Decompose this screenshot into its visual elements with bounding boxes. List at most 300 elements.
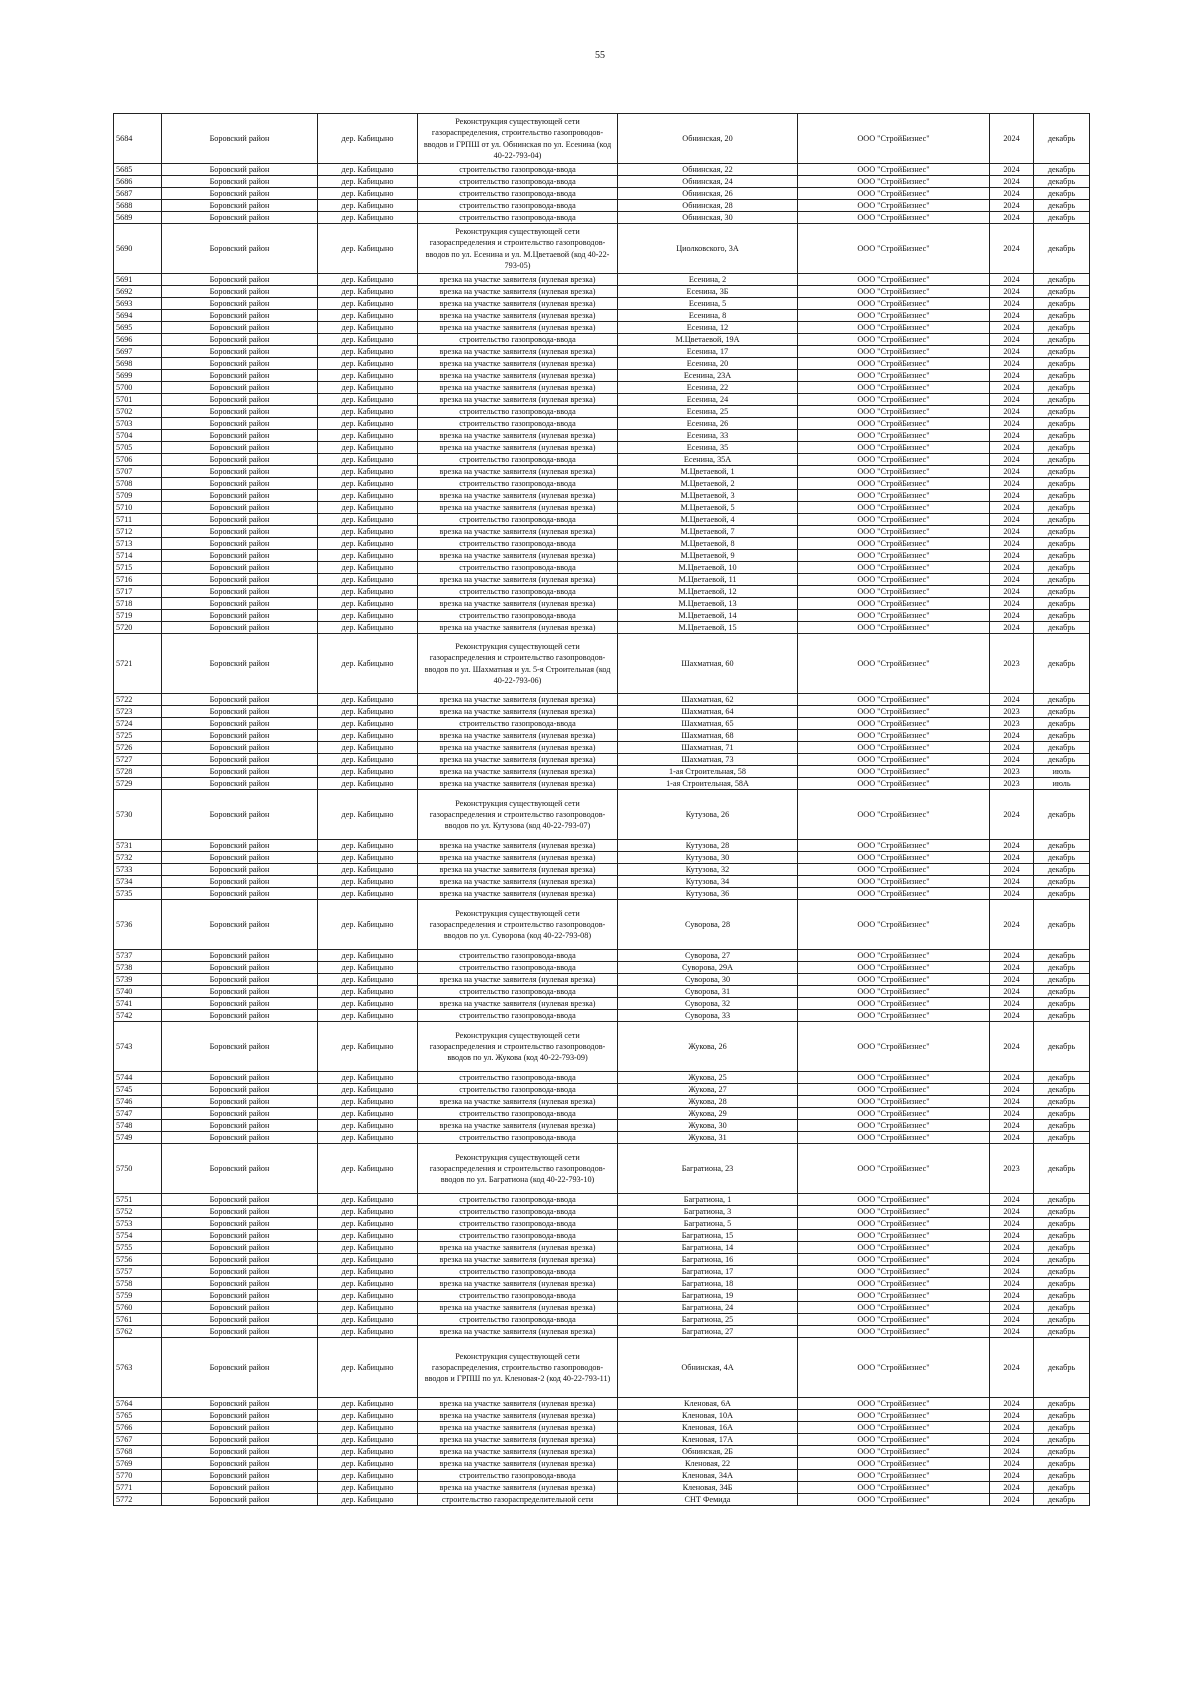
village-cell: дер. Кабицыно [318,562,418,574]
address-cell: Кутузова, 32 [618,864,798,876]
month-cell: декабрь [1034,490,1090,502]
contractor-cell: ООО "СтройБизнес" [798,1218,990,1230]
district-cell: Боровский район [162,950,318,962]
work-description-cell: врезка на участке заявителя (нулевая врезка) [418,502,618,514]
month-cell: декабрь [1034,1132,1090,1144]
village-cell: дер. Кабицыно [318,1072,418,1084]
work-description-cell: врезка на участке заявителя (нулевая врезка) [418,1410,618,1422]
village-cell: дер. Кабицыно [318,1398,418,1410]
village-cell: дер. Кабицыно [318,188,418,200]
contractor-cell: ООО "СтройБизнес" [798,224,990,274]
row-number: 5684 [114,114,162,164]
contractor-cell: ООО "СтройБизнес" [798,1446,990,1458]
row-number: 5694 [114,310,162,322]
contractor-cell: ООО "СтройБизнес" [798,766,990,778]
address-cell: Суворова, 30 [618,974,798,986]
year-cell: 2024 [990,370,1034,382]
table-row [114,212,1090,224]
row-number: 5761 [114,1314,162,1326]
month-cell: декабрь [1034,998,1090,1010]
work-description-cell: врезка на участке заявителя (нулевая врезка) [418,754,618,766]
contractor-cell: ООО "СтройБизнес" [798,1132,990,1144]
year-cell: 2024 [990,310,1034,322]
year-cell: 2024 [990,490,1034,502]
village-cell: дер. Кабицыно [318,1302,418,1314]
year-cell: 2024 [990,382,1034,394]
contractor-cell: ООО "СтройБизнес" [798,1096,990,1108]
district-cell: Боровский район [162,1266,318,1278]
row-number: 5691 [114,274,162,286]
district-cell: Боровский район [162,622,318,634]
address-cell: Шахматная, 71 [618,742,798,754]
address-cell: М.Цветаевой, 14 [618,610,798,622]
district-cell: Боровский район [162,114,318,164]
address-cell: Шахматная, 68 [618,730,798,742]
district-cell: Боровский район [162,1084,318,1096]
contractor-cell: ООО "СтройБизнес" [798,1084,990,1096]
row-number: 5710 [114,502,162,514]
district-cell: Боровский район [162,1482,318,1494]
address-cell: Багратиона, 15 [618,1230,798,1242]
contractor-cell: ООО "СтройБизнес" [798,406,990,418]
work-description-cell: строительство газопровода-ввода [418,1218,618,1230]
year-cell: 2024 [990,1242,1034,1254]
month-cell: декабрь [1034,1314,1090,1326]
village-cell: дер. Кабицыно [318,1242,418,1254]
work-description-cell: строительство газопровода-ввода [418,1230,618,1242]
address-cell: Есенина, 35 [618,442,798,454]
work-description-cell: врезка на участке заявителя (нулевая врезка) [418,1446,618,1458]
year-cell: 2024 [990,1010,1034,1022]
address-cell: Есенина, 2 [618,274,798,286]
village-cell: дер. Кабицыно [318,322,418,334]
table-row [114,1326,1090,1338]
address-cell: Кленовая, 10А [618,1410,798,1422]
district-cell: Боровский район [162,1326,318,1338]
district-cell: Боровский район [162,778,318,790]
village-cell: дер. Кабицыно [318,1290,418,1302]
address-cell: Кутузова, 30 [618,852,798,864]
contractor-cell: ООО "СтройБизнес" [798,754,990,766]
district-cell: Боровский район [162,1132,318,1144]
table-row [114,466,1090,478]
contractor-cell: ООО "СтройБизнес" [798,1194,990,1206]
table-row [114,1132,1090,1144]
table-row [114,974,1090,986]
address-cell: Багратиона, 25 [618,1314,798,1326]
month-cell: декабрь [1034,864,1090,876]
table-row [114,550,1090,562]
row-number: 5712 [114,526,162,538]
address-cell: Багратиона, 3 [618,1206,798,1218]
work-description-cell: врезка на участке заявителя (нулевая врезка) [418,1302,618,1314]
district-cell: Боровский район [162,538,318,550]
village-cell: дер. Кабицыно [318,974,418,986]
row-number: 5687 [114,188,162,200]
month-cell: декабрь [1034,1458,1090,1470]
table-row [114,1338,1090,1398]
month-cell: декабрь [1034,286,1090,298]
district-cell: Боровский район [162,1278,318,1290]
district-cell: Боровский район [162,1314,318,1326]
table-row [114,1266,1090,1278]
address-cell: Есенина, 22 [618,382,798,394]
table-row [114,358,1090,370]
month-cell: декабрь [1034,840,1090,852]
contractor-cell: ООО "СтройБизнес" [798,1410,990,1422]
contractor-cell: ООО "СтройБизнес" [798,286,990,298]
district-cell: Боровский район [162,730,318,742]
row-number: 5770 [114,1470,162,1482]
month-cell: декабрь [1034,610,1090,622]
work-description-cell: врезка на участке заявителя (нулевая врезка) [418,394,618,406]
row-number: 5739 [114,974,162,986]
address-cell: Шахматная, 64 [618,706,798,718]
table-row [114,322,1090,334]
work-description-cell: врезка на участке заявителя (нулевая врезка) [418,694,618,706]
year-cell: 2024 [990,1278,1034,1290]
table-row [114,950,1090,962]
district-cell: Боровский район [162,864,318,876]
year-cell: 2024 [990,1398,1034,1410]
row-number: 5738 [114,962,162,974]
year-cell: 2024 [990,1218,1034,1230]
year-cell: 2023 [990,706,1034,718]
row-number: 5760 [114,1302,162,1314]
work-description-cell: строительство газопровода-ввода [418,1470,618,1482]
row-number: 5758 [114,1278,162,1290]
row-number: 5747 [114,1108,162,1120]
district-cell: Боровский район [162,1422,318,1434]
address-cell: Жукова, 25 [618,1072,798,1084]
village-cell: дер. Кабицыно [318,742,418,754]
table-row [114,1096,1090,1108]
contractor-cell: ООО "СтройБизнес" [798,1266,990,1278]
row-number: 5718 [114,598,162,610]
address-cell: Кутузова, 34 [618,876,798,888]
village-cell: дер. Кабицыно [318,454,418,466]
contractor-cell: ООО "СтройБизнес" [798,962,990,974]
contractor-cell: ООО "СтройБизнес" [798,502,990,514]
year-cell: 2024 [990,502,1034,514]
address-cell: Багратиона, 16 [618,1254,798,1266]
address-cell: Кутузова, 28 [618,840,798,852]
month-cell: декабрь [1034,562,1090,574]
month-cell: декабрь [1034,1290,1090,1302]
table-row [114,382,1090,394]
year-cell: 2024 [990,1434,1034,1446]
registry-table [113,113,1090,1506]
row-number: 5764 [114,1398,162,1410]
village-cell: дер. Кабицыно [318,346,418,358]
table-row [114,778,1090,790]
contractor-cell: ООО "СтройБизнес" [798,1278,990,1290]
address-cell: М.Цветаевой, 7 [618,526,798,538]
address-cell: Багратиона, 24 [618,1302,798,1314]
village-cell: дер. Кабицыно [318,706,418,718]
row-number: 5743 [114,1022,162,1072]
work-description-cell: врезка на участке заявителя (нулевая врезка) [418,442,618,454]
year-cell: 2024 [990,876,1034,888]
table-row [114,164,1090,176]
village-cell: дер. Кабицыно [318,502,418,514]
row-number: 5716 [114,574,162,586]
district-cell: Боровский район [162,634,318,694]
year-cell: 2024 [990,1084,1034,1096]
row-number: 5765 [114,1410,162,1422]
month-cell: декабрь [1034,1120,1090,1132]
contractor-cell: ООО "СтройБизнес" [798,1482,990,1494]
year-cell: 2023 [990,766,1034,778]
village-cell: дер. Кабицыно [318,1194,418,1206]
address-cell: Жукова, 29 [618,1108,798,1120]
address-cell: М.Цветаевой, 3 [618,490,798,502]
contractor-cell: ООО "СтройБизнес" [798,718,990,730]
district-cell: Боровский район [162,852,318,864]
district-cell: Боровский район [162,526,318,538]
contractor-cell: ООО "СтройБизнес" [798,876,990,888]
month-cell: декабрь [1034,1010,1090,1022]
month-cell: декабрь [1034,706,1090,718]
village-cell: дер. Кабицыно [318,274,418,286]
month-cell: декабрь [1034,694,1090,706]
village-cell: дер. Кабицыно [318,986,418,998]
row-number: 5730 [114,790,162,840]
table-row [114,1446,1090,1458]
year-cell: 2024 [990,346,1034,358]
contractor-cell: ООО "СтройБизнес" [798,1494,990,1506]
contractor-cell: ООО "СтройБизнес" [798,1230,990,1242]
table-row [114,852,1090,864]
village-cell: дер. Кабицыно [318,1132,418,1144]
month-cell: декабрь [1034,538,1090,550]
work-description-cell: врезка на участке заявителя (нулевая врезка) [418,274,618,286]
row-number: 5725 [114,730,162,742]
district-cell: Боровский район [162,718,318,730]
address-cell: Есенина, 3Б [618,286,798,298]
row-number: 5695 [114,322,162,334]
year-cell: 2024 [990,998,1034,1010]
table-row [114,1398,1090,1410]
village-cell: дер. Кабицыно [318,574,418,586]
table-row [114,766,1090,778]
village-cell: дер. Кабицыно [318,164,418,176]
table-row [114,1410,1090,1422]
month-cell: декабрь [1034,418,1090,430]
year-cell: 2024 [990,790,1034,840]
work-description-cell: строительство газопровода-ввода [418,212,618,224]
month-cell: декабрь [1034,1230,1090,1242]
village-cell: дер. Кабицыно [318,298,418,310]
contractor-cell: ООО "СтройБизнес" [798,514,990,526]
work-description-cell: врезка на участке заявителя (нулевая врезка) [418,1458,618,1470]
district-cell: Боровский район [162,490,318,502]
district-cell: Боровский район [162,430,318,442]
year-cell: 2024 [990,394,1034,406]
district-cell: Боровский район [162,358,318,370]
table-row [114,1482,1090,1494]
year-cell: 2024 [990,598,1034,610]
work-description-cell: строительство газопровода-ввода [418,334,618,346]
row-number: 5688 [114,200,162,212]
work-description-cell: врезка на участке заявителя (нулевая врезка) [418,1398,618,1410]
district-cell: Боровский район [162,562,318,574]
month-cell: декабрь [1034,430,1090,442]
table-row [114,864,1090,876]
contractor-cell: ООО "СтройБизнес" [798,418,990,430]
village-cell: дер. Кабицыно [318,538,418,550]
village-cell: дер. Кабицыно [318,394,418,406]
district-cell: Боровский район [162,212,318,224]
work-description-cell: врезка на участке заявителя (нулевая врезка) [418,1254,618,1266]
table-row [114,370,1090,382]
work-description-cell: врезка на участке заявителя (нулевая врезка) [418,974,618,986]
work-description-cell: врезка на участке заявителя (нулевая врезка) [418,1096,618,1108]
contractor-cell: ООО "СтройБизнес" [798,1398,990,1410]
village-cell: дер. Кабицыно [318,1482,418,1494]
district-cell: Боровский район [162,1010,318,1022]
year-cell: 2024 [990,742,1034,754]
month-cell: декабрь [1034,1446,1090,1458]
year-cell: 2024 [990,1482,1034,1494]
table-row [114,1242,1090,1254]
contractor-cell: ООО "СтройБизнес" [798,574,990,586]
address-cell: Есенина, 35А [618,454,798,466]
district-cell: Боровский район [162,986,318,998]
table-row [114,430,1090,442]
table-row [114,706,1090,718]
contractor-cell: ООО "СтройБизнес" [798,1326,990,1338]
district-cell: Боровский район [162,754,318,766]
contractor-cell: ООО "СтройБизнес" [798,1290,990,1302]
row-number: 5714 [114,550,162,562]
village-cell: дер. Кабицыно [318,586,418,598]
table-row [114,1290,1090,1302]
year-cell: 2024 [990,286,1034,298]
contractor-cell: ООО "СтройБизнес" [798,550,990,562]
contractor-cell: ООО "СтройБизнес" [798,1314,990,1326]
table-row [114,694,1090,706]
month-cell: июль [1034,778,1090,790]
row-number: 5746 [114,1096,162,1108]
month-cell: декабрь [1034,1072,1090,1084]
address-cell: М.Цветаевой, 15 [618,622,798,634]
work-description-cell: строительство газопровода-ввода [418,1194,618,1206]
table-row [114,526,1090,538]
work-description-cell: строительство газопровода-ввода [418,562,618,574]
work-description-cell: строительство газораспределительной сети [418,1494,618,1506]
month-cell: декабрь [1034,346,1090,358]
district-cell: Боровский район [162,310,318,322]
address-cell: СНТ Фемида [618,1494,798,1506]
table-row [114,394,1090,406]
row-number: 5735 [114,888,162,900]
month-cell: декабрь [1034,370,1090,382]
district-cell: Боровский район [162,876,318,888]
contractor-cell: ООО "СтройБизнес" [798,1338,990,1398]
district-cell: Боровский район [162,1458,318,1470]
year-cell: 2024 [990,358,1034,370]
row-number: 5750 [114,1144,162,1194]
district-cell: Боровский район [162,164,318,176]
contractor-cell: ООО "СтройБизнес" [798,998,990,1010]
row-number: 5709 [114,490,162,502]
month-cell: декабрь [1034,1254,1090,1266]
table-row [114,114,1090,164]
table-row [114,1470,1090,1482]
address-cell: Есенина, 23А [618,370,798,382]
contractor-cell: ООО "СтройБизнес" [798,864,990,876]
district-cell: Боровский район [162,1218,318,1230]
address-cell: Обнинская, 2Б [618,1446,798,1458]
year-cell: 2024 [990,224,1034,274]
district-cell: Боровский район [162,1302,318,1314]
table-row [114,574,1090,586]
month-cell: декабрь [1034,514,1090,526]
table-row [114,514,1090,526]
table-row [114,310,1090,322]
contractor-cell: ООО "СтройБизнес" [798,188,990,200]
contractor-cell: ООО "СтройБизнес" [798,322,990,334]
registry-body [114,114,1090,1506]
row-number: 5753 [114,1218,162,1230]
year-cell: 2024 [990,888,1034,900]
work-description-cell: строительство газопровода-ввода [418,478,618,490]
district-cell: Боровский район [162,900,318,950]
address-cell: Кленовая, 34А [618,1470,798,1482]
table-row [114,598,1090,610]
month-cell: декабрь [1034,200,1090,212]
table-row [114,718,1090,730]
row-number: 5766 [114,1422,162,1434]
contractor-cell: ООО "СтройБизнес" [798,538,990,550]
work-description-cell: врезка на участке заявителя (нулевая врезка) [418,526,618,538]
year-cell: 2024 [990,1108,1034,1120]
table-row [114,224,1090,274]
year-cell: 2024 [990,526,1034,538]
district-cell: Боровский район [162,370,318,382]
month-cell: декабрь [1034,164,1090,176]
row-number: 5731 [114,840,162,852]
year-cell: 2023 [990,634,1034,694]
district-cell: Боровский район [162,1254,318,1266]
work-description-cell: строительство газопровода-ввода [418,1290,618,1302]
month-cell: декабрь [1034,502,1090,514]
month-cell: декабрь [1034,1398,1090,1410]
row-number: 5686 [114,176,162,188]
address-cell: М.Цветаевой, 4 [618,514,798,526]
contractor-cell: ООО "СтройБизнес" [798,622,990,634]
contractor-cell: ООО "СтройБизнес" [798,1022,990,1072]
contractor-cell: ООО "СтройБизнес" [798,176,990,188]
month-cell: декабрь [1034,322,1090,334]
contractor-cell: ООО "СтройБизнес" [798,586,990,598]
year-cell: 2024 [990,574,1034,586]
contractor-cell: ООО "СтройБизнес" [798,310,990,322]
village-cell: дер. Кабицыно [318,1446,418,1458]
work-description-cell: врезка на участке заявителя (нулевая врезка) [418,1482,618,1494]
year-cell: 2024 [990,1206,1034,1218]
contractor-cell: ООО "СтройБизнес" [798,526,990,538]
table-row [114,502,1090,514]
contractor-cell: ООО "СтройБизнес" [798,114,990,164]
row-number: 5727 [114,754,162,766]
work-description-cell: строительство газопровода-ввода [418,1314,618,1326]
address-cell: Шахматная, 73 [618,754,798,766]
district-cell: Боровский район [162,382,318,394]
address-cell: М.Цветаевой, 12 [618,586,798,598]
work-description-cell: врезка на участке заявителя (нулевая врезка) [418,888,618,900]
